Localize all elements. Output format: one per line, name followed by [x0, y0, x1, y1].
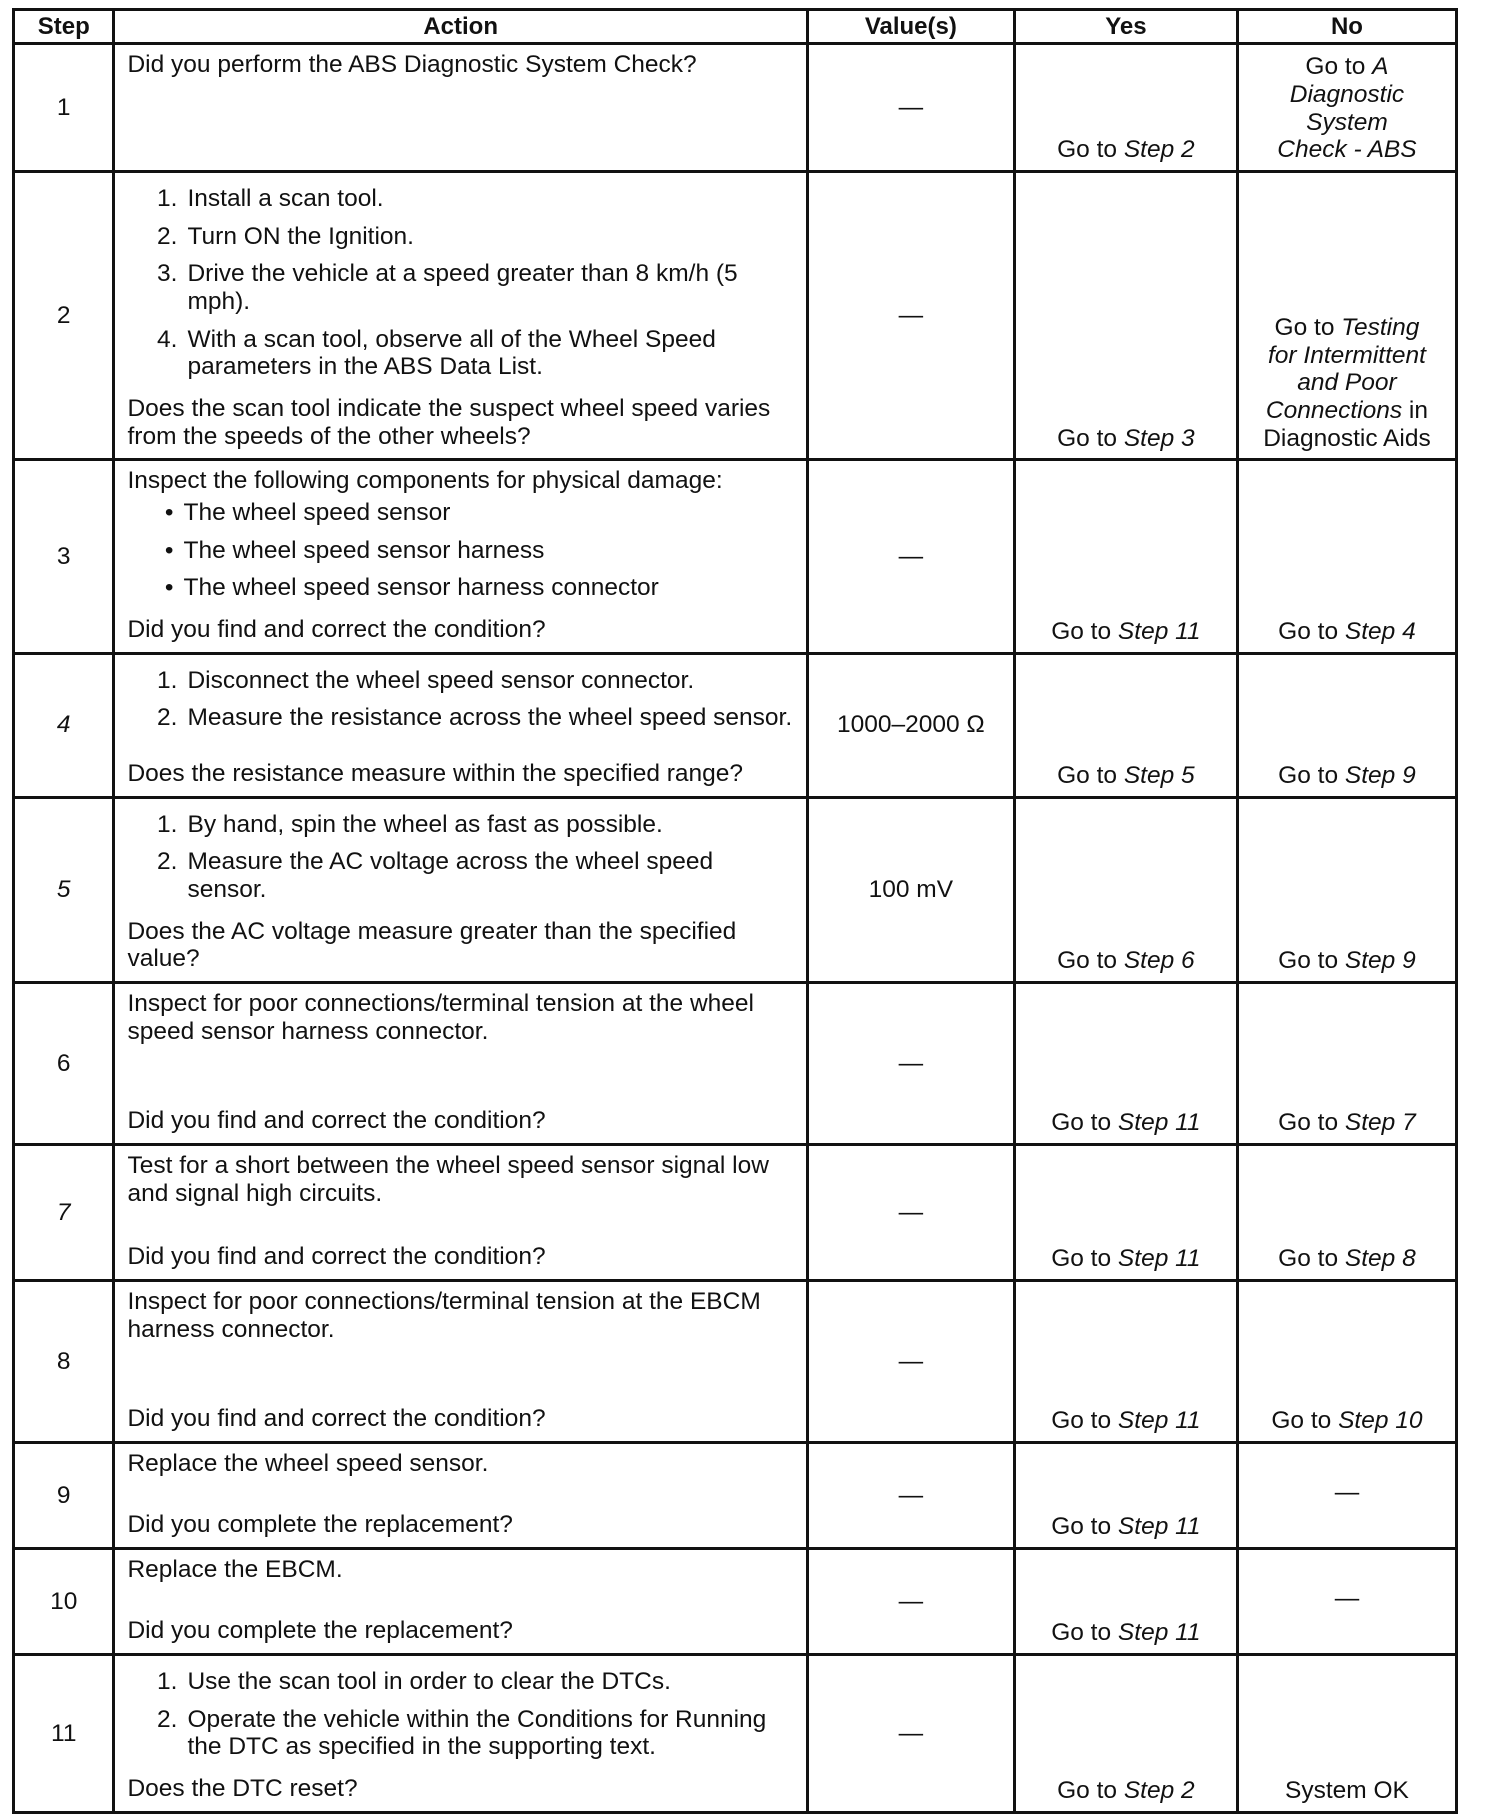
action-content: [127, 1288, 795, 1433]
no-line: [1239, 1245, 1455, 1273]
action-cell: [114, 172, 807, 460]
no-cell: [1237, 797, 1456, 982]
table-row: [14, 1281, 1457, 1443]
no-text: Go to: [1278, 618, 1345, 646]
action-step: [127, 260, 795, 315]
component-text: The wheel speed sensor harness: [183, 536, 545, 564]
yes-cell: [1014, 797, 1237, 982]
yes-text: Go to: [1057, 762, 1124, 790]
value-cell: —: [807, 44, 1014, 172]
action-content: [127, 1662, 795, 1803]
no-line: [1239, 81, 1455, 109]
action-cell: [114, 797, 807, 982]
yes-cell: [1014, 1655, 1237, 1813]
no-ref: Connections: [1265, 397, 1403, 425]
component-item: [127, 499, 795, 527]
action-step: [127, 704, 795, 732]
yes-ref: Step 6: [1123, 947, 1195, 975]
action-cell: [114, 1145, 807, 1281]
action-content: [127, 661, 795, 788]
yes-ref: Step 5: [1123, 762, 1195, 790]
yes-ref: Step 3: [1123, 424, 1195, 452]
action-steps-list: [127, 667, 795, 742]
value-cell: 100 mV: [807, 797, 1014, 982]
yes-cell: [1014, 1549, 1237, 1655]
component-item: [127, 537, 795, 565]
value-cell: —: [807, 172, 1014, 460]
no-text: Go to: [1278, 1245, 1345, 1273]
no-ref: Step 9: [1344, 762, 1416, 790]
yes-line: [1016, 1619, 1236, 1647]
yes-line: [1016, 1245, 1236, 1273]
no-line: [1239, 425, 1455, 453]
yes-text: Go to: [1057, 947, 1124, 975]
step-number: 11: [14, 1655, 114, 1813]
component-item: [127, 574, 795, 602]
action-content: [127, 1450, 795, 1539]
step-number: 6: [14, 983, 114, 1145]
action-steps-list: [127, 811, 795, 914]
header-step: Step: [14, 10, 114, 44]
bullet-icon: •: [164, 536, 174, 564]
action-steps-list: [127, 1668, 795, 1771]
yes-text: Go to: [1057, 136, 1124, 164]
action-step-number: 1.: [157, 666, 178, 694]
yes-text: Go to: [1051, 1109, 1118, 1137]
no-line: [1239, 136, 1455, 164]
diagnostic-table: [12, 8, 1458, 1814]
table-row: [14, 1549, 1457, 1655]
action-step-text: By hand, spin the wheel as fast as possible.: [187, 810, 663, 838]
yes-cell: [1014, 1281, 1237, 1443]
action-question: Did you find and correct the condition?: [127, 1243, 546, 1271]
action-instruction: Inspect the following components for physical damage:: [127, 467, 723, 495]
yes-cell: [1014, 653, 1237, 797]
yes-line: [1016, 1109, 1236, 1137]
action-question: Does the AC voltage measure greater than the specified value?: [127, 917, 737, 973]
action-question: Does the DTC reset?: [127, 1775, 358, 1803]
no-cell: [1237, 1549, 1456, 1655]
no-result: System OK: [1285, 1777, 1409, 1805]
action-step: [127, 185, 795, 213]
action-cell: [114, 44, 807, 172]
no-ref: Check - ABS: [1277, 136, 1417, 164]
action-question: Did you find and correct the condition?: [127, 616, 546, 644]
action-question: Did you find and correct the condition?: [127, 1107, 546, 1135]
action-cell: [114, 983, 807, 1145]
yes-line: [1016, 1407, 1236, 1435]
action-step-text: Use the scan tool in order to clear the DTCs.: [187, 1668, 671, 1696]
table-row: [14, 1443, 1457, 1549]
no-ref: Step 8: [1344, 1245, 1416, 1273]
value-cell: —: [807, 1549, 1014, 1655]
yes-line: [1016, 1777, 1236, 1805]
action-step-text: Operate the vehicle within the Conditions for Running the DTC as specified in the supporting text.: [187, 1705, 767, 1761]
table-row: [14, 983, 1457, 1145]
yes-text: Go to: [1051, 1513, 1118, 1541]
no-text: Go to: [1274, 314, 1342, 342]
step-number: 5: [14, 797, 114, 982]
action-step: [127, 223, 795, 251]
action-step: [127, 1706, 795, 1761]
action-instruction: Replace the wheel speed sensor.: [127, 1450, 489, 1478]
yes-text: Go to: [1051, 1245, 1118, 1273]
no-line: [1239, 53, 1455, 81]
no-ref: Testing: [1341, 314, 1420, 342]
action-step-number: 2.: [157, 1705, 178, 1733]
yes-cell: [1014, 44, 1237, 172]
yes-cell: [1014, 1145, 1237, 1281]
no-dash: —: [1334, 1584, 1360, 1612]
header-row: [14, 10, 1457, 44]
yes-line: [1016, 618, 1236, 646]
table-row: [14, 797, 1457, 982]
action-content: [127, 1556, 795, 1645]
value-cell: —: [807, 983, 1014, 1145]
no-cell: [1237, 983, 1456, 1145]
action-step-number: 3.: [157, 260, 178, 288]
action-step-text: Measure the AC voltage across the wheel speed sensor.: [187, 848, 714, 904]
yes-line: [1016, 1513, 1236, 1541]
action-content: [127, 990, 795, 1135]
action-cell: [114, 1443, 807, 1549]
step-number: 1: [14, 44, 114, 172]
value-cell: 1000–2000 Ω: [807, 653, 1014, 797]
component-text: The wheel speed sensor harness connector: [183, 574, 659, 602]
action-instruction: Inspect for poor connections/terminal tension at the wheel speed sensor harness connector.: [127, 990, 754, 1045]
value-cell: —: [807, 1145, 1014, 1281]
action-step: [127, 848, 795, 903]
header-yes: Yes: [1014, 10, 1237, 44]
action-step-text: Install a scan tool.: [187, 185, 384, 212]
yes-cell: [1014, 460, 1237, 653]
no-cell: [1237, 653, 1456, 797]
no-line: [1239, 109, 1455, 137]
no-cell: [1237, 1655, 1456, 1813]
action-question: Did you complete the replacement?: [127, 1511, 513, 1539]
action-step-text: Disconnect the wheel speed sensor connector.: [187, 666, 695, 694]
no-ref: for Intermittent: [1267, 341, 1426, 369]
action-step-number: 1.: [157, 185, 178, 212]
action-step-number: 2.: [157, 848, 178, 876]
value-cell: —: [807, 1655, 1014, 1813]
action-question: Did you find and correct the condition?: [127, 1405, 546, 1433]
action-step-number: 2.: [157, 704, 178, 732]
no-cell: [1237, 1281, 1456, 1443]
table-row: [14, 1655, 1457, 1813]
no-text: Diagnostic Aids: [1263, 424, 1431, 452]
no-ref: Step 10: [1338, 1407, 1423, 1435]
yes-cell: [1014, 1443, 1237, 1549]
yes-text: Go to: [1051, 618, 1118, 646]
no-cell: [1237, 1145, 1456, 1281]
action-step: [127, 811, 795, 839]
yes-line: [1016, 762, 1236, 790]
action-instruction: Did you perform the ABS Diagnostic System Check?: [127, 51, 697, 78]
action-content: [127, 805, 795, 973]
action-step-number: 1.: [157, 810, 178, 838]
action-instruction: Replace the EBCM.: [127, 1556, 343, 1584]
action-instruction: Inspect for poor connections/terminal tension at the EBCM harness connector.: [127, 1288, 761, 1343]
yes-ref: Step 11: [1117, 1619, 1201, 1647]
no-line: [1239, 369, 1455, 397]
action-steps-list: [127, 185, 795, 391]
no-line: [1239, 947, 1455, 975]
header-action: Action: [114, 10, 807, 44]
action-content: [127, 467, 795, 643]
step-number: 4: [14, 653, 114, 797]
action-step-text: Measure the resistance across the wheel speed sensor.: [187, 704, 793, 732]
action-question: Does the resistance measure within the specified range?: [127, 760, 744, 788]
yes-line: [1016, 425, 1236, 453]
yes-text: Go to: [1057, 424, 1124, 452]
table-row: [14, 172, 1457, 460]
step-number: 8: [14, 1281, 114, 1443]
action-content: [127, 51, 795, 162]
no-line: [1239, 762, 1455, 790]
component-text: The wheel speed sensor: [183, 499, 451, 527]
action-step-text: With a scan tool, observe all of the Wheel Speed parameters in the ABS Data List.: [187, 325, 716, 381]
action-step: [127, 667, 795, 695]
yes-text: Go to: [1051, 1619, 1118, 1647]
action-cell: [114, 460, 807, 653]
bullet-icon: •: [164, 574, 174, 602]
value-cell: —: [807, 460, 1014, 653]
action-cell: [114, 1281, 807, 1443]
no-cell: [1237, 460, 1456, 653]
action-question: Does the scan tool indicate the suspect wheel speed varies from the speeds of the other wheels?: [127, 395, 771, 450]
no-line: [1239, 1407, 1455, 1435]
yes-ref: Step 11: [1117, 618, 1201, 646]
no-ref: Step 9: [1344, 947, 1416, 975]
action-step-number: 1.: [157, 1668, 178, 1696]
no-ref: Diagnostic: [1289, 80, 1405, 108]
no-text-after: in: [1402, 397, 1428, 425]
action-instruction: Test for a short between the wheel speed sensor signal low and signal high circuits.: [127, 1152, 769, 1207]
yes-ref: Step 2: [1123, 136, 1195, 164]
no-text: Go to: [1305, 53, 1373, 81]
yes-text: Go to: [1057, 1777, 1124, 1805]
action-step: [127, 326, 795, 381]
no-text: Go to: [1278, 947, 1345, 975]
action-cell: [114, 653, 807, 797]
no-cell: [1237, 172, 1456, 460]
no-line: [1239, 1109, 1455, 1137]
component-list: [127, 499, 795, 612]
header-values: Value(s): [807, 10, 1014, 44]
yes-ref: Step 11: [1117, 1513, 1201, 1541]
action-cell: [114, 1655, 807, 1813]
yes-ref: Step 2: [1123, 1777, 1195, 1805]
value-cell: —: [807, 1443, 1014, 1549]
no-ref: Step 7: [1344, 1109, 1416, 1137]
action-step: [127, 1668, 795, 1696]
no-text: Go to: [1278, 762, 1345, 790]
table-row: [14, 460, 1457, 653]
no-text: Go to: [1278, 1109, 1345, 1137]
table-row: [14, 653, 1457, 797]
step-number: 2: [14, 172, 114, 460]
no-cell: [1237, 1443, 1456, 1549]
table-row: [14, 44, 1457, 172]
no-cell: [1237, 44, 1456, 172]
action-content: [127, 179, 795, 450]
yes-ref: Step 11: [1117, 1109, 1201, 1137]
step-number: 10: [14, 1549, 114, 1655]
no-text: Go to: [1271, 1407, 1339, 1435]
no-line: [1239, 397, 1455, 425]
no-line: [1239, 342, 1455, 370]
action-step-text: Turn ON the Ignition.: [187, 222, 414, 250]
action-content: [127, 1152, 795, 1271]
step-number: 9: [14, 1443, 114, 1549]
value-cell: —: [807, 1281, 1014, 1443]
no-ref: System: [1306, 108, 1388, 136]
yes-line: [1016, 947, 1236, 975]
no-dash: —: [1334, 1478, 1360, 1506]
no-ref: Step 4: [1344, 618, 1416, 646]
no-line: [1239, 618, 1455, 646]
action-step-text: Drive the vehicle at a speed greater than 8 km/h (5 mph).: [187, 260, 738, 316]
yes-text: Go to: [1051, 1407, 1118, 1435]
no-ref: A: [1372, 53, 1389, 81]
bullet-icon: •: [164, 499, 174, 527]
table-row: [14, 1145, 1457, 1281]
yes-cell: [1014, 983, 1237, 1145]
action-cell: [114, 1549, 807, 1655]
yes-ref: Step 11: [1117, 1245, 1201, 1273]
action-step-number: 4.: [157, 325, 178, 353]
yes-line: [1016, 136, 1236, 164]
step-number: 3: [14, 460, 114, 653]
step-number: 7: [14, 1145, 114, 1281]
action-step-number: 2.: [157, 222, 178, 250]
action-question: Did you complete the replacement?: [127, 1617, 513, 1645]
table-body: [14, 44, 1457, 1813]
yes-ref: Step 11: [1117, 1407, 1201, 1435]
header-no: No: [1237, 10, 1456, 44]
no-ref: and Poor: [1297, 369, 1397, 397]
no-line: [1239, 314, 1455, 342]
yes-cell: [1014, 172, 1237, 460]
